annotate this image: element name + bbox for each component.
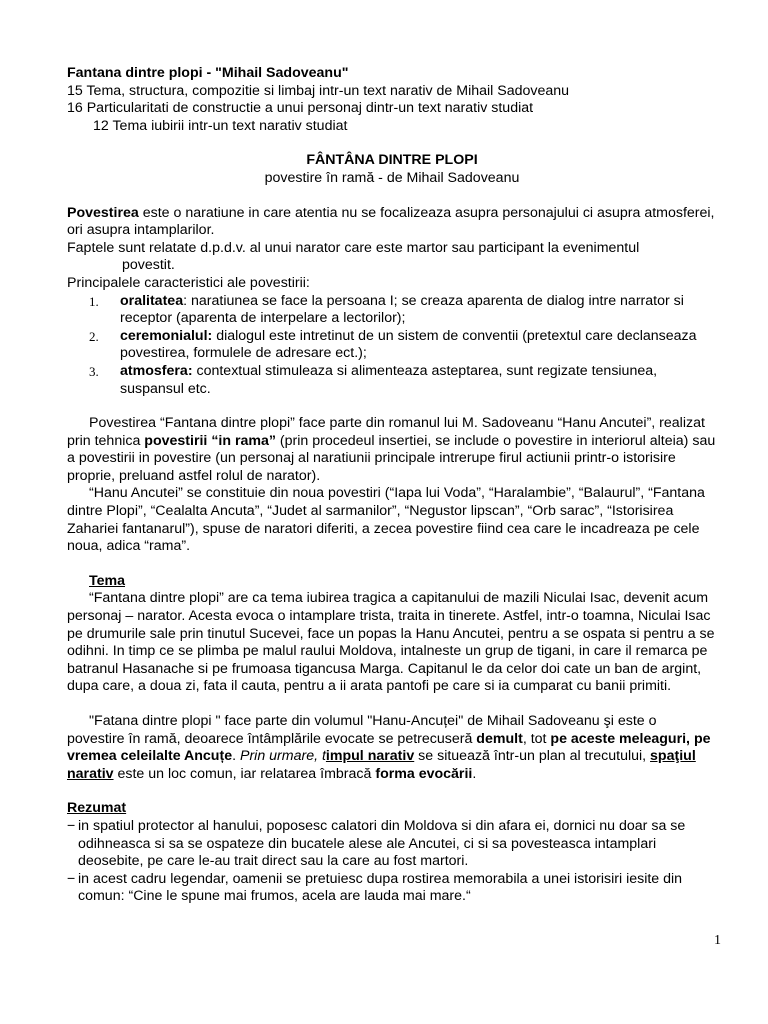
list-item: 2. ceremonialul: dialogul este intretinut de un sistem de conventii (pretextul care declanseaza povestirea, formulele de adresare ect.); — [89, 327, 697, 362]
main-title: FÂNTÂNA DINTRE PLOPI — [306, 152, 478, 169]
faptele-line: Faptele sunt relatate d.p.d.v. al unui narator care este martor sau participant la evenimentul — [67, 239, 640, 256]
list-item: 3. atmosfera: contextual stimuleaza si alimenteaza asteptarea, sunt regizate tensiunea, suspansul etc. — [89, 362, 658, 397]
features-list — [67, 293, 717, 399]
paragraph-rama: Povestirea “Fantana dintre plopi” face parte din romanul lui M. Sadoveanu “Hanu Ancutei”, realizat prin tehnica povestirii “in rama” (prin procedeul insertiei, se include o povestire in interiorul alteia) sau a povestirii in povestire (un personaj al naratiunii principale intrerupe firul actiunii printr-o istorisire proprie, preluand astfel rolul de narator). — [67, 415, 716, 484]
tema-heading: Tema — [89, 572, 126, 589]
subject-16: 16 Particularitati de constructie a unui personaj dintr-un text narativ studiat — [67, 100, 534, 117]
subtitle: povestire în ramă - de Mihail Sadoveanu — [264, 169, 520, 186]
paragraph-volum: "Fatana dintre plopi " face parte din volumul "Hanu-Ancuței" de Mihail Sadoveanu şi este o povestire în ramă, deoarece întâmplările evocate se petrecuseră demult, tot pe aceste meleaguri, pe vremea celeilalte Ancuțe. Prin urmare, timpul narativ se situează într-un plan al trecutului, spaţiul narativ este un loc comun, iar relatarea îmbracă forma evocării. — [67, 713, 711, 782]
rezumat-heading: Rezumat — [67, 800, 127, 817]
doc-header-title: Fantana dintre plopi - "Mihail Sadoveanu" — [67, 65, 349, 81]
subject-12: 12 Tema iubirii intr-un text narativ studiat — [93, 117, 348, 134]
principalele-line: Principalele caracteristici ale povestirii: — [67, 274, 310, 291]
povestit-line: povestit. — [122, 257, 175, 274]
definition-paragraph: Povestirea este o naratiune in care atentia nu se focalizeaza asupra personajului ci asupra atmosferei, ori asupra intamplarilor. — [67, 204, 715, 239]
list-item: − in acest cadru legendar, oamenii se pretuiesc dupa rostirea memorabila a unei istorisiri iesite din comun: “Cine le spune mai frumos, acela are lauda mai mare.“ — [67, 870, 683, 905]
list-item: 1. oralitatea: naratiunea se face la persoana I; se creaza aparenta de dialog intre narrator si receptor (aparenta de interpelare a lectorilor); — [89, 292, 684, 327]
paragraph-hanu: “Hanu Ancutei” se constituie din noua povestiri (“Iapa lui Voda”, “Haralambie”, “Balaurul”, “Fantana dintre Plopi”, “Cealalta Ancuta”, “Judet al sarmanilor”, “Negustor lipscan”, “Orb sarac”, “Istorisirea Zahariei fantanarul”), spuse de naratori diferiti, a zecea povestire fiind cea care le incadreaza pe cele noua, adica “rama”. — [67, 485, 705, 555]
page-number: 1 — [714, 933, 721, 948]
list-item: − in spatiul protector al hanului, poposesc calatori din Moldova si din afara ei, dornici nu doar sa se odihneasca si sa se ospateze din bucatele alese ale Ancutei, ci si sa povesteasca intamplari deosebite, pe care le-au trait direct sau la care au fost martori. — [67, 817, 686, 870]
subject-15: 15 Tema, structura, compozitie si limbaj intr-un text narativ de Mihail Sadoveanu — [67, 82, 570, 99]
tema-paragraph: “Fantana dintre plopi” are ca tema iubirea tragica a capitanului de mazili Niculai Isac, devenit acum personaj – narator. Acesta evoca o intamplare trista, traita in tinerete. Astfel, intr-o toamna, Niculai Isac pe drumurile sale prin tinutul Sucevei, face un popas la Hanu Ancutei, pentru a se ospata si pentru a se odihni. In timp ce se plimba pe malul raului Moldova, intalneste un grup de tigani, in care il remarca pe batranul Hasanache si pe frumoasa tigancusa Marga. Capitanul le da celor doi cate un ban de argint, dupa care, a doua zi, fata il cauta, pentru a ii arata pantofi pe care si ia cumparat cu banii primiti. — [67, 590, 715, 695]
document-page — [67, 65, 717, 906]
